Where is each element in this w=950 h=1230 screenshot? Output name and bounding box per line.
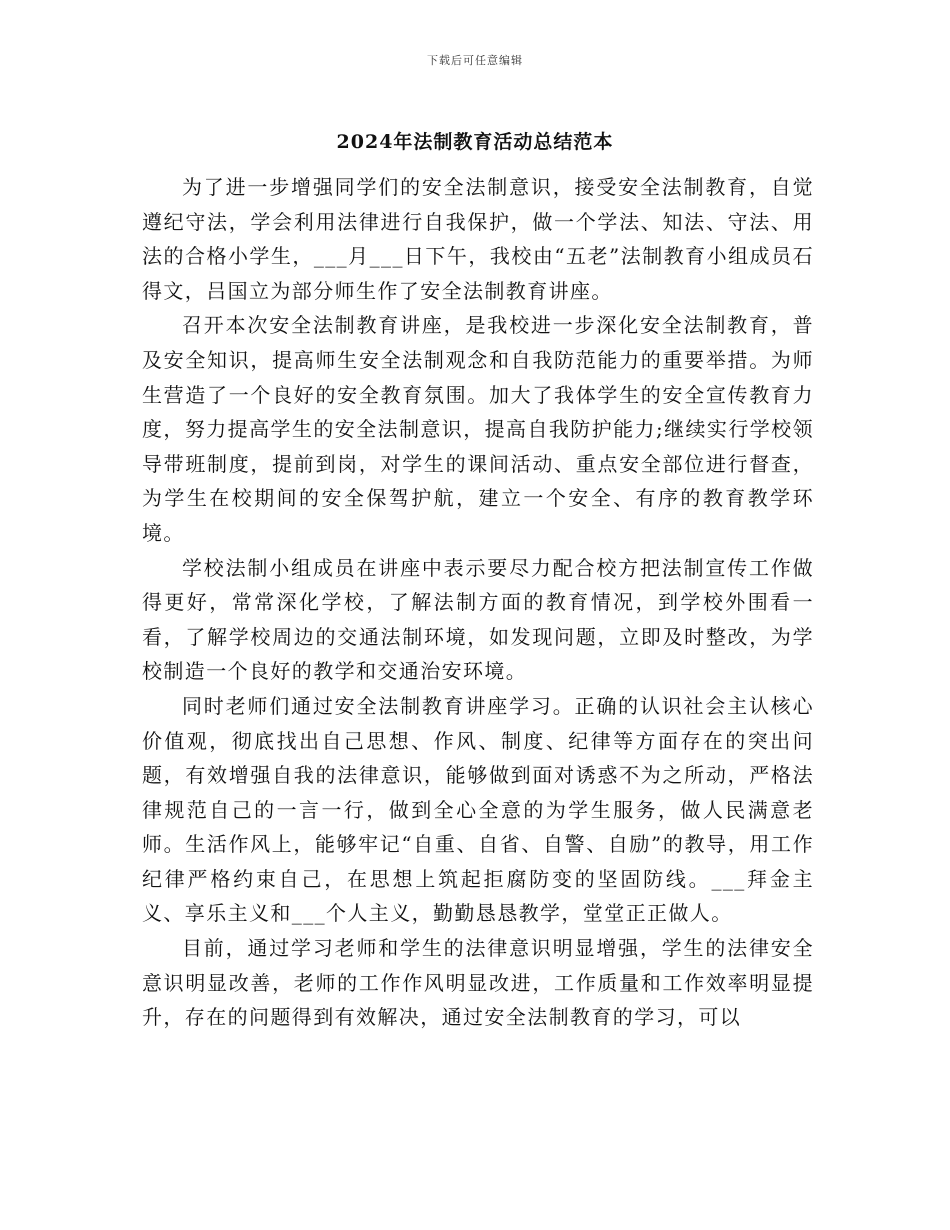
paragraph-2: 召开本次安全法制教育讲座，是我校进一步深化安全法制教育，普及安全知识，提高师生安全法制观念和自我防范能力的重要举措。为师生营造了一个良好的安全教育氛围。加大了我体学生的安全宣传教育力度，努力提高学生的安全法制意识，提高自我防护能力;继续实行学校领导带班制度，提前到岗，对学生的课间活动、重点安全部位进行督查，为学生在校期间的安全保驾护航，建立一个安全、有序的教育教学环境。	[142, 313, 814, 545]
paragraph-4: 同时老师们通过安全法制教育讲座学习。正确的认识社会主认核心价值观，彻底找出自己思想、作风、制度、纪律等方面存在的突出问题，有效增强自我的法律意识，能够做到面对诱惑不为之所动，严格法律规范自己的一言一行，做到全心全意的为学生服务，做人民满意老师。生活作风上，能够牢记“自重、自省、自警、自励”的教导，用工作纪律严格约束自己，在思想上筑起拒腐防变的坚固防线。___拜金主义、享乐主义和___个人主义，勤勤恳恳教学，堂堂正正做人。	[142, 693, 814, 926]
header-note: 下载后可任意编辑	[427, 54, 523, 67]
paragraph-1: 为了进一步增强同学们的安全法制意识，接受安全法制教育，自觉遵纪守法，学会利用法律进行自我保护，做一个学法、知法、守法、用法的合格小学生，___月___日下午，我校由“五老”法制教育小组成员石得文，吕国立为部分师生作了安全法制教育讲座。	[142, 175, 814, 303]
document-body	[142, 170, 814, 1035]
document-title: 2024年法制教育活动总结范本	[336, 131, 614, 153]
paragraph-3: 学校法制小组成员在讲座中表示要尽力配合校方把法制宣传工作做得更好，常常深化学校，了解法制方面的教育情况，到学校外围看一看，了解学校周边的交通法制环境，如发现问题，立即及时整改，为学校制造一个良好的教学和交通治安环境。	[142, 555, 814, 684]
paragraph-5: 目前，通过学习老师和学生的法律意识明显增强，学生的法律安全意识明显改善，老师的工作作风明显改进，工作质量和工作效率明显提升，存在的问题得到有效解决，通过安全法制教育的学习，可以	[142, 936, 814, 1030]
